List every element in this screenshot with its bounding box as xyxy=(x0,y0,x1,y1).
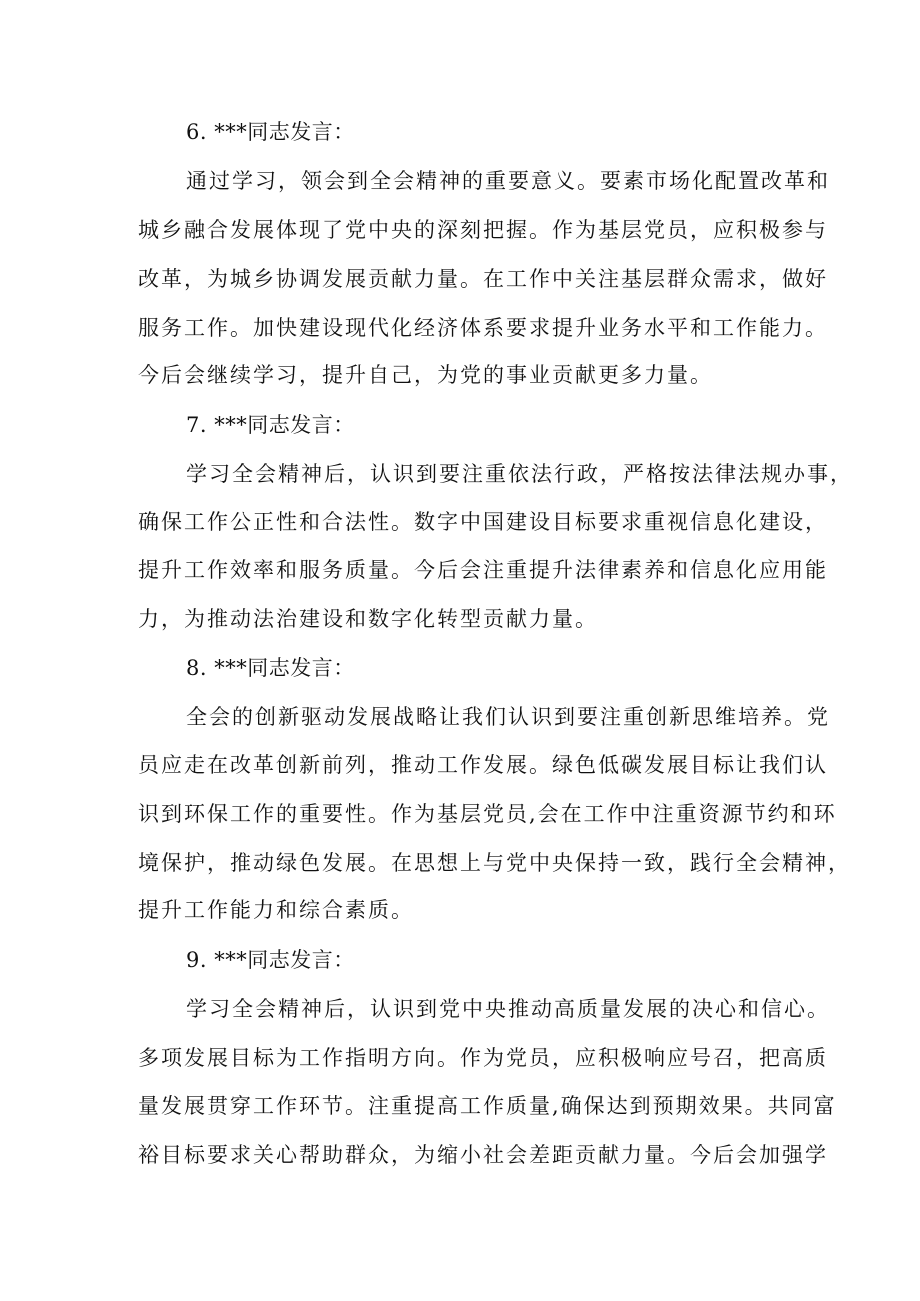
section-8-line-5: 提升工作能力和综合素质。 xyxy=(138,898,414,922)
section-6-line-2: 城乡融合发展体现了党中央的深刻把握。作为基层党员，应积极参与 xyxy=(138,218,828,242)
section-9-line-4: 裕目标要求关心帮助群众，为缩小社会差距贡献力量。今后会加强学 xyxy=(138,1143,828,1167)
section-6-line-1: 通过学习，领会到全会精神的重要意义。要素市场化配置改革和 xyxy=(186,169,830,193)
section-7-line-3: 提升工作效率和服务质量。今后会注重提升法律素养和信息化应用能 xyxy=(138,558,828,582)
section-7-line-2: 确保工作公正性和合法性。数字中国建设目标要求重视信息化建设， xyxy=(138,510,828,534)
section-6-heading: 6. ***同志发言： xyxy=(186,120,355,144)
section-8-line-2: 员应走在改革创新前列，推动工作发展。绿色低碳发展目标让我们认 xyxy=(138,753,828,777)
section-6-line-4: 服务工作。加快建设现代化经济体系要求提升业务水平和工作能力。 xyxy=(138,316,828,340)
section-8-heading: 8. ***同志发言： xyxy=(186,656,355,680)
section-7-heading: 7. ***同志发言： xyxy=(186,413,355,437)
section-9-heading: 9. ***同志发言： xyxy=(186,948,355,972)
section-8-line-3: 识到环保工作的重要性。作为基层党员,会在工作中注重资源节约和环 xyxy=(138,802,837,826)
section-7-line-1: 学习全会精神后，认识到要注重依法行政，严格按法律法规办事， xyxy=(186,462,853,486)
section-6-line-3: 改革，为城乡协调发展贡献力量。在工作中关注基层群众需求，做好 xyxy=(138,267,828,291)
section-8-line-1: 全会的创新驱动发展战略让我们认识到要注重创新思维培养。党 xyxy=(186,705,830,729)
section-9-line-3: 量发展贯穿工作环节。注重提高工作质量,确保达到预期效果。共同富 xyxy=(138,1094,837,1118)
section-9-line-1: 学习全会精神后，认识到党中央推动高质量发展的决心和信心。 xyxy=(186,997,830,1021)
section-9-line-2: 多项发展目标为工作指明方向。作为党员，应积极响应号召，把高质 xyxy=(138,1046,828,1070)
section-7-line-4: 力，为推动法治建设和数字化转型贡献力量。 xyxy=(138,607,598,631)
section-6-line-5: 今后会继续学习，提升自己，为党的事业贡献更多力量。 xyxy=(138,363,713,387)
section-8-line-4: 境保护，推动绿色发展。在思想上与党中央保持一致，践行全会精神， xyxy=(138,851,851,875)
